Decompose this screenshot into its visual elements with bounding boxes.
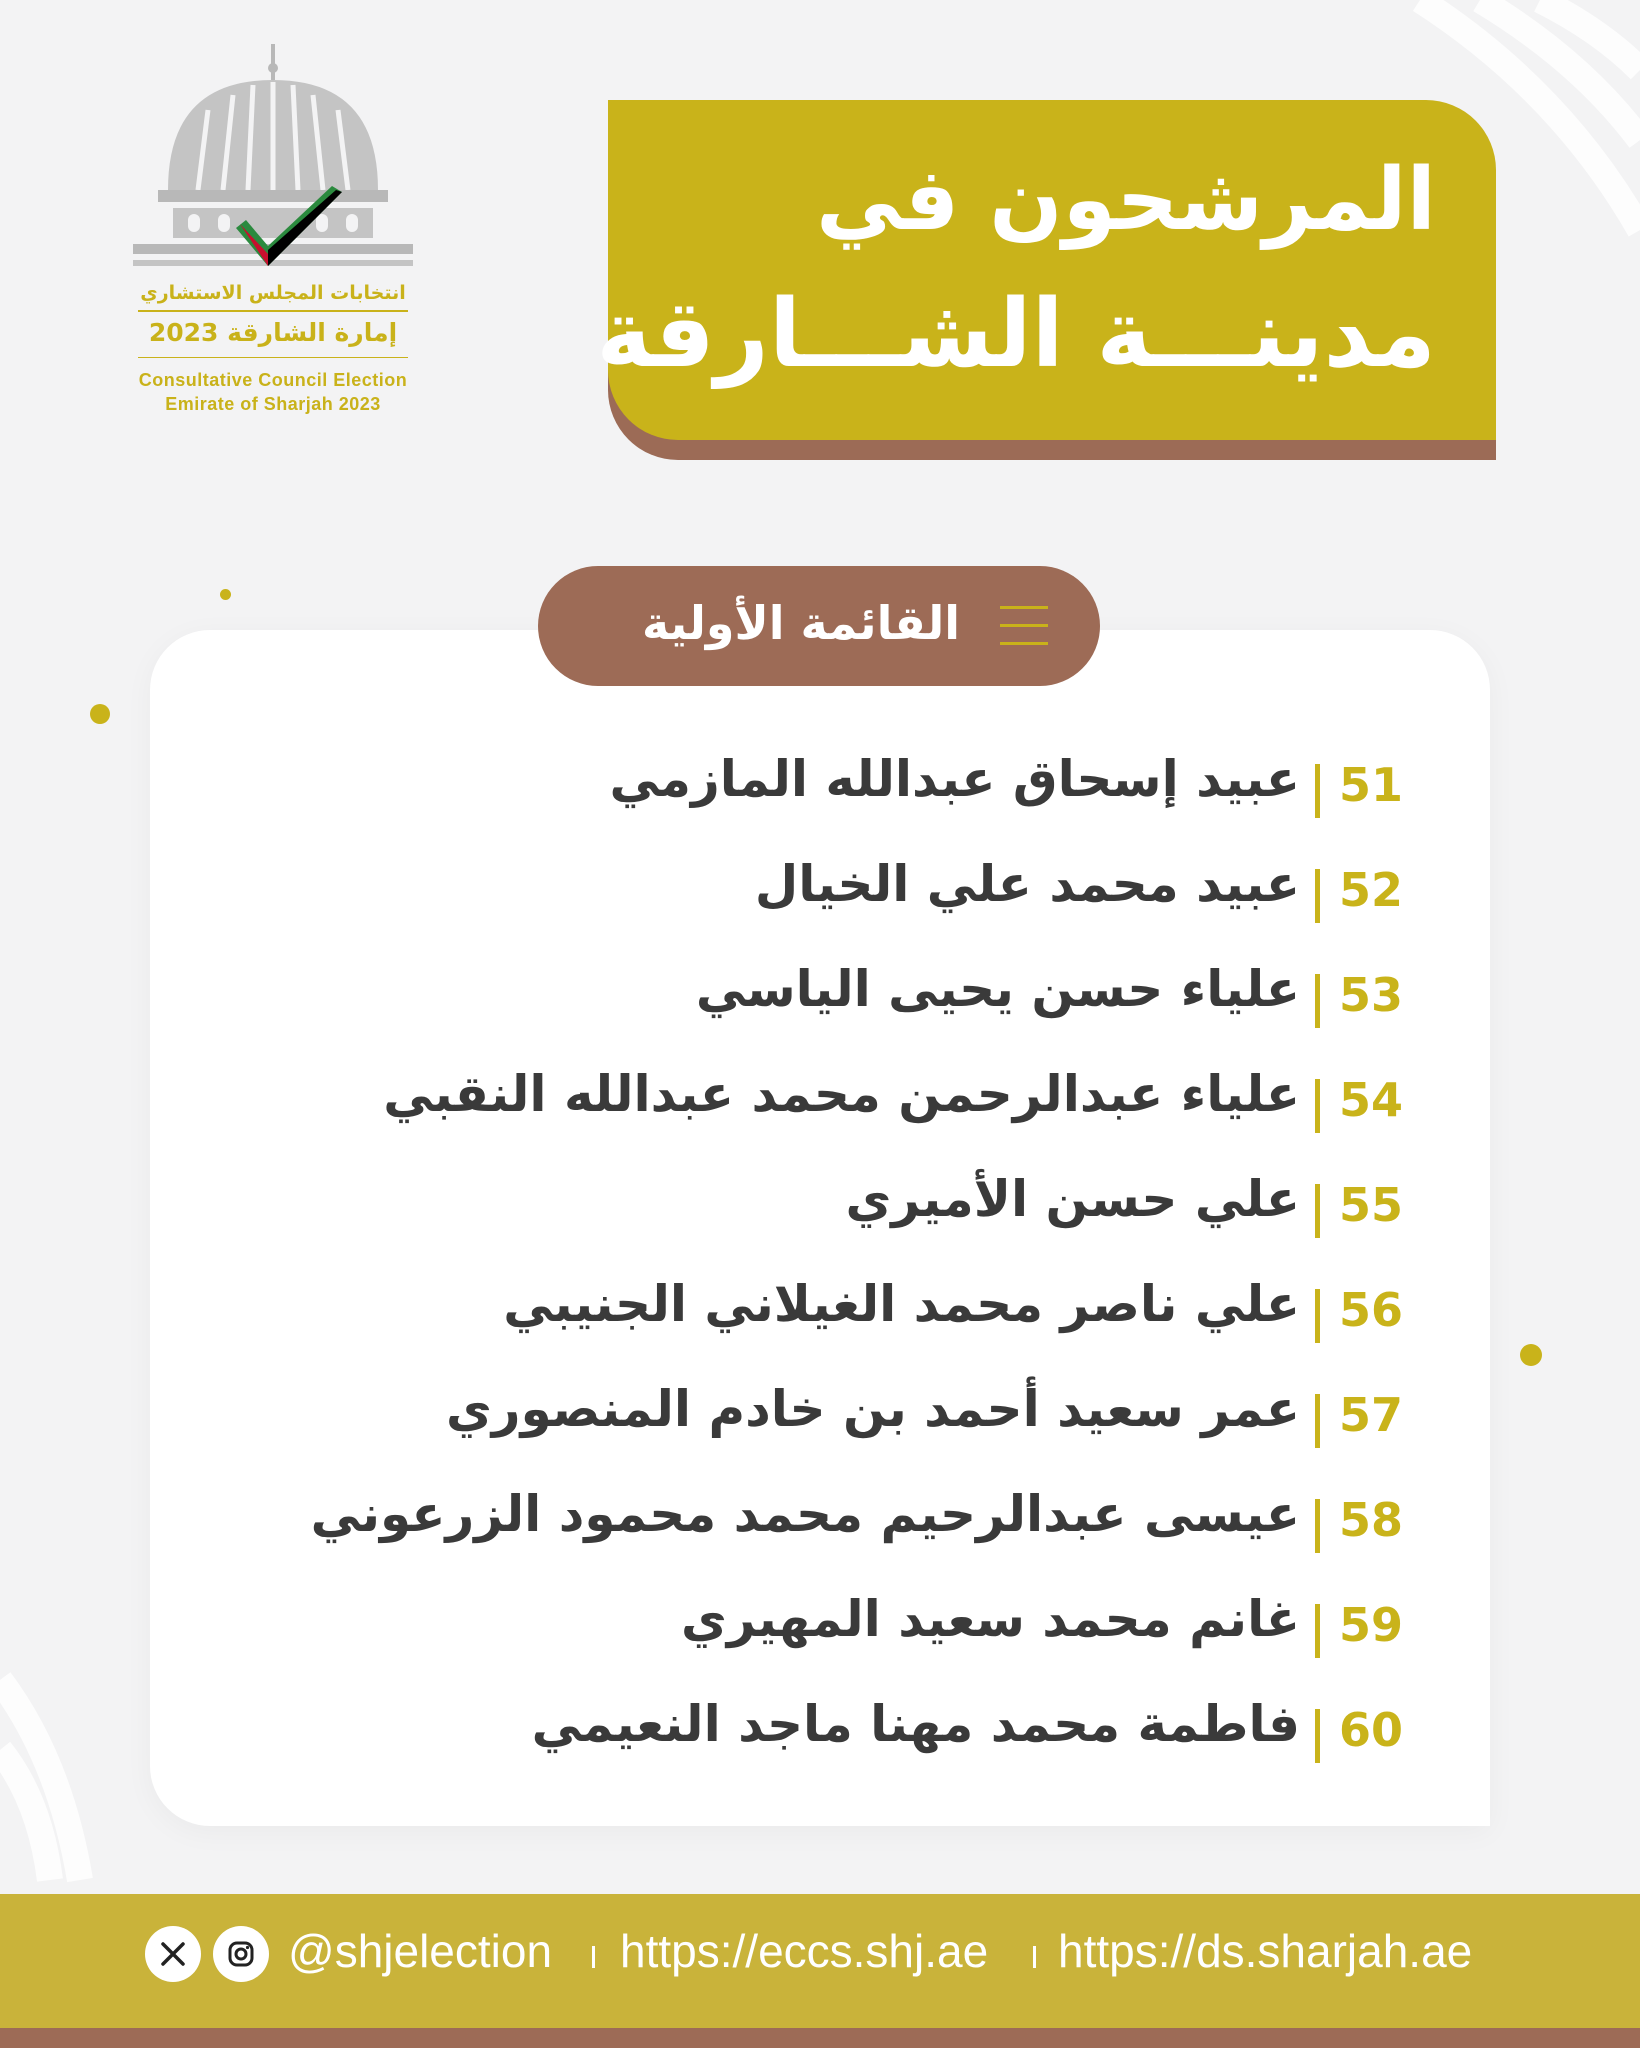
logo-arabic-title: انتخابات المجلس الاستشاري [140, 282, 406, 304]
footer-separator [592, 1946, 595, 1968]
list-item [150, 1485, 1490, 1565]
decorative-dot [220, 589, 231, 600]
list-item [150, 1695, 1490, 1775]
list-item [150, 1170, 1490, 1250]
candidate-name: علي حسن الأميري [845, 1170, 1300, 1228]
number-divider [1315, 1289, 1320, 1343]
candidate-number: 59 [1338, 1598, 1403, 1652]
page-title-line1: المرشحون في [815, 150, 1436, 250]
number-divider [1315, 1079, 1320, 1133]
ds-link[interactable]: https://ds.sharjah.ae [1058, 1925, 1473, 1977]
title-card [596, 100, 1496, 440]
candidate-number: 55 [1338, 1178, 1403, 1232]
list-item [150, 855, 1490, 935]
candidate-name: علياء عبدالرحمن محمد عبدالله النقبي [383, 1065, 1300, 1123]
list-header-label: القائمة الأولية [641, 596, 960, 650]
list-header-tab [538, 566, 1100, 686]
candidate-number: 60 [1338, 1703, 1403, 1757]
list-item [150, 1275, 1490, 1355]
number-divider [1315, 869, 1320, 923]
list-item [150, 960, 1490, 1040]
logo-divider [138, 357, 408, 358]
candidate-name: فاطمة محمد مهنا ماجد النعيمي [531, 1695, 1300, 1753]
number-divider [1315, 1709, 1320, 1763]
logo-english-line2: Emirate of Sharjah 2023 [165, 394, 381, 414]
candidate-number: 54 [1338, 1073, 1403, 1127]
decorative-dot [90, 704, 110, 724]
number-divider [1315, 764, 1320, 818]
number-divider [1315, 974, 1320, 1028]
number-divider [1315, 1184, 1320, 1238]
decorative-dot [1520, 1344, 1542, 1366]
menu-lines-icon [1000, 606, 1048, 646]
candidate-number: 52 [1338, 863, 1403, 917]
candidate-name: عبيد محمد علي الخيال [754, 855, 1300, 913]
list-item [150, 1590, 1490, 1670]
social-handle[interactable]: @shjelection [288, 1925, 553, 1977]
instagram-icon[interactable] [213, 1926, 269, 1982]
candidate-name: غانم محمد سعيد المهيري [681, 1590, 1300, 1648]
list-item [150, 1065, 1490, 1145]
footer-bar [0, 1894, 1640, 2028]
candidate-name: عبيد إسحاق عبدالله المازمي [609, 750, 1300, 808]
dome-emblem-icon [128, 40, 418, 280]
candidate-number: 58 [1338, 1493, 1403, 1547]
page-title-line2: مدينـــة الشـــارقة [596, 280, 1436, 389]
candidate-name: علياء حسن يحيى الياسي [695, 960, 1300, 1018]
candidate-name: علي ناصر محمد الغيلاني الجنيبي [503, 1275, 1300, 1333]
candidate-name: عمر سعيد أحمد بن خادم المنصوري [445, 1380, 1300, 1438]
election-logo [128, 40, 418, 440]
eccs-link[interactable]: https://eccs.shj.ae [620, 1925, 989, 1977]
candidate-number: 57 [1338, 1388, 1403, 1442]
candidate-number: 53 [1338, 968, 1403, 1022]
footer-bottom-strip [0, 2028, 1640, 2048]
logo-arabic-subtitle: إمارة الشارقة 2023 [148, 318, 398, 347]
list-item [150, 750, 1490, 830]
candidate-list-card [150, 630, 1490, 1826]
logo-divider [138, 310, 408, 312]
number-divider [1315, 1499, 1320, 1553]
logo-english-line1: Consultative Council Election [138, 370, 408, 390]
number-divider [1315, 1394, 1320, 1448]
list-item [150, 1380, 1490, 1460]
number-divider [1315, 1604, 1320, 1658]
x-icon[interactable] [145, 1926, 201, 1982]
footer-separator [1033, 1946, 1036, 1968]
candidate-number: 56 [1338, 1283, 1403, 1337]
candidate-number: 51 [1338, 758, 1403, 812]
candidate-name: عيسى عبدالرحيم محمد محمود الزرعوني [310, 1485, 1300, 1543]
